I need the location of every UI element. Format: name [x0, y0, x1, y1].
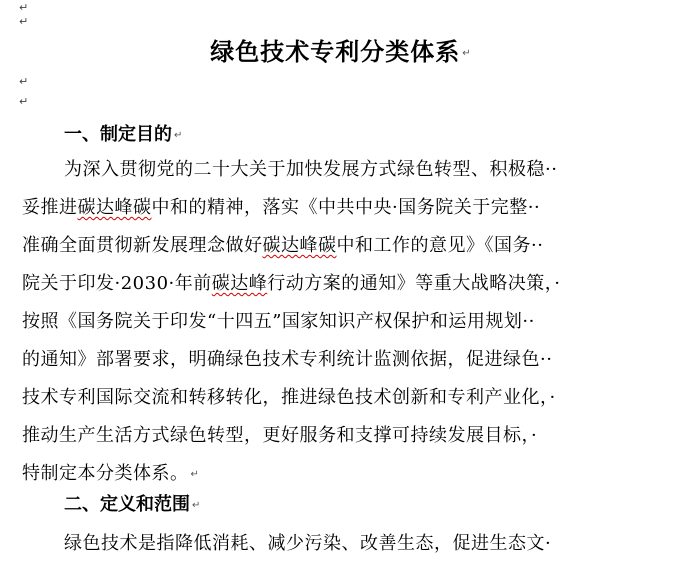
text-segment: 中和工作的意见》《国务·· [336, 235, 544, 256]
document-title: 绿色技术专利分类体系 ↵ [210, 38, 472, 66]
text-line [22, 383, 556, 409]
spellcheck-flagged-text: 碳达峰碳 [77, 197, 152, 218]
text-segment: 妥推进 [22, 197, 78, 218]
text-line [22, 421, 537, 447]
paragraph-mark: ↵ [192, 499, 201, 511]
paragraph-mark: ↵ [19, 1, 29, 14]
spellcheck-flagged-text: 碳达峰 [211, 273, 268, 294]
text-segment: 技术专利国际交流和转移转化，推进绿色技术创新和专利产业化，· [22, 387, 556, 408]
section-heading: 二、定义和范围 ↵ [64, 494, 201, 515]
paragraph-mark: ↵ [19, 15, 29, 28]
text-line [22, 231, 543, 257]
text-line [22, 269, 561, 295]
text-line [22, 459, 199, 485]
text-line [64, 529, 551, 555]
spellcheck-flagged-text: 碳达峰碳 [262, 235, 337, 256]
text-segment: 院关于印发·2030·年前 [22, 273, 212, 294]
paragraph-mark: ↵ [19, 75, 29, 88]
text-line [64, 155, 557, 181]
paragraph-mark: ↵ [19, 95, 29, 108]
text-segment: 按照《国务院关于印发“十四五”国家知识产权保护和运用规划·· [22, 311, 535, 332]
paragraph-mark: ↵ [174, 129, 183, 141]
text-segment: 准确全面贯彻新发展理念做好 [22, 235, 263, 256]
text-segment: 中和的精神，落实《中共中央·国务院关于完整·· [151, 197, 541, 218]
text-segment: 为深入贯彻党的二十大关于加快发展方式绿色转型、积极稳·· [64, 159, 558, 180]
text-line [22, 307, 535, 333]
section-heading: 一、制定目的 ↵ [64, 124, 183, 145]
text-line [22, 345, 552, 371]
paragraph-mark: ↵ [462, 47, 472, 59]
text-segment: 推动生产生活方式绿色转型，更好服务和支撑可持续发展目标，· [22, 425, 538, 446]
text-segment: 的通知》部署要求，明确绿色技术专利统计监测依据，促进绿色·· [22, 349, 553, 370]
text-line [22, 193, 540, 219]
text-segment: 行动方案的通知》等重大战略决策，· [267, 273, 561, 294]
text-segment: 绿色技术是指降低消耗、减少污染、改善生态，促进生态文· [64, 533, 552, 554]
paragraph-mark: ↵ [190, 468, 200, 480]
text-segment: 特制定本分类体系。 [22, 463, 189, 484]
